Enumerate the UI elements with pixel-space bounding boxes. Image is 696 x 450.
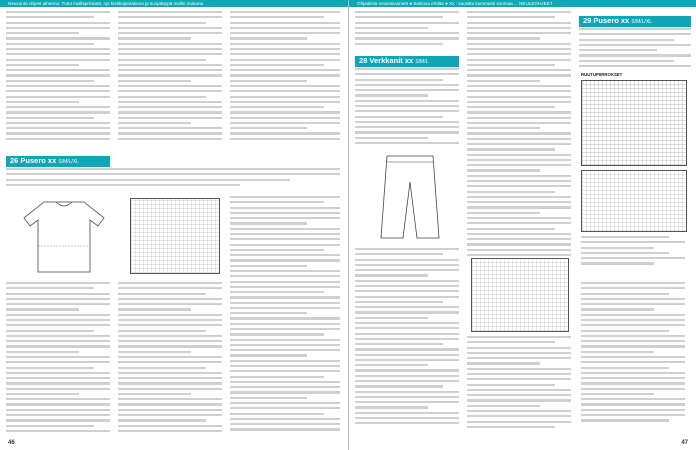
right-page-number: 47 [681,440,688,446]
section-26-specs [6,168,340,192]
knitting-chart-29-body [581,80,687,166]
right-column-3-bottom [581,282,685,440]
right-column-3-specs [579,28,691,72]
left-header-band: Neuvonta ohjeet aiheena: Tutut mallisprinkatit, nyt kiekkojentakana ja suojaleppä mallin mukana [0,0,348,7]
right-column-2 [467,11,571,256]
knitting-chart-29-yoke [581,170,687,232]
knitting-chart-29-sleeve [471,258,569,332]
pants-outline-icon [365,152,455,242]
pants-schematic-28 [365,152,455,242]
left-column-1-bottom [6,282,110,440]
left-page-number: 46 [8,440,15,446]
section-29-sizes: S/M/L/XL [631,19,652,25]
section-28-sizes: S/M/L [415,59,429,65]
section-26-title: 26 Pusero xx [10,156,57,165]
chart-legend [581,236,685,276]
right-page [348,0,696,450]
right-column-1-bottom [355,248,459,440]
section-26-heading [6,154,110,169]
sweater-outline-icon [14,196,114,276]
chart-legend-title: RUUTUPIIRROKSET [581,72,623,77]
left-column-3-top [230,11,340,146]
right-column-1-top [355,11,459,51]
right-column-2-bottom [467,336,571,440]
section-26-sizes: S/M/L/XL [58,159,79,165]
section-29-heading [579,14,691,29]
knitting-chart-26 [130,198,220,274]
left-column-2-bottom [118,282,222,440]
left-column-3-bottom [230,196,340,440]
section-29-title: 29 Pusero xx [583,16,630,25]
left-column-2-top [118,11,222,146]
section-28-heading [355,54,459,69]
section-28-title: 28 Verkkanit xx [359,56,414,65]
sweater-schematic-26 [14,196,114,276]
left-column-1-top [6,11,110,146]
right-column-1-section-28 [355,68,459,152]
right-header-band: Ohjaalista neulesivuineet ● Seisova ehdää ● Xx : suosittu kommasti suomaa ... NEULEOHJEET [349,0,696,7]
